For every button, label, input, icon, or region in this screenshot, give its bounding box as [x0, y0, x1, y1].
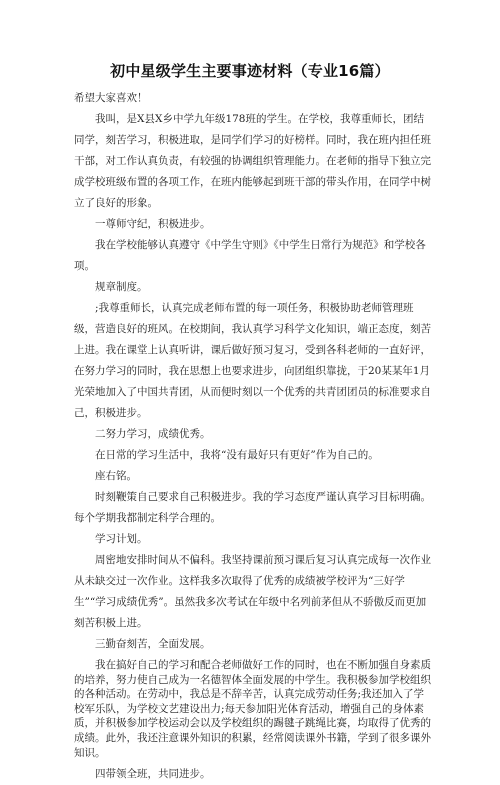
- section-heading-4: 四带领全班，共同进步。: [95, 768, 211, 781]
- paragraph: 时刻鞭策自己要求自己积极进步。我的学习态度严谨认真学习目标明确。每个学期我都制定科学合理的。: [74, 491, 431, 524]
- section-heading-2: 二努力学习，成绩优秀。: [95, 428, 211, 440]
- paragraph: 我在搞好自己的学习和配合老师做好工作的同时，也在不断加强自身素质的培养，努力使自己成为一名德智体全面发展的中学生。我积极参加学校组织的各种活动。在劳动中，我总是不辞辛苦，认真完成劳动任务;我还加入了学校军乐队，为学校文艺建设出力;每天参加阳光体育活动，增强自己的身体素质，并积极参加学校运动会以及学校组织的踢毽子跳绳比赛，均取得了优秀的成绩。此外，我还注意课外知识的积累，经常阅读课外书籍，学到了很多课外知识。: [74, 659, 431, 759]
- document-title: 初中星级学生主要事迹材料（专业16篇）: [110, 62, 390, 80]
- section-heading-3: 三勤奋刻苦，全面发展。: [95, 638, 211, 650]
- paragraph: 我在学校能够认真遵守《中学生守则》《中学生日常行为规范》和学校各项。: [74, 239, 426, 272]
- section-heading-1: 一尊师守纪，积极进步。: [95, 218, 211, 230]
- paragraph: 在日常的学习生活中，我将“没有最好只有更好”作为自己的。: [95, 449, 379, 461]
- paragraph: 学习计划。: [95, 533, 148, 545]
- greeting: 希望大家喜欢！: [74, 92, 148, 104]
- paragraph: ;我尊重师长，认真完成老师布置的每一项任务，积极协助老师管理班级，营造良好的班风。在校期间，我认真学习科学文化知识，端正态度，刻苦上进。我在课堂上认真听讲，课后做好预习复习，受到各科老师的一直好评，在努力学习的同时，我在思想上也要求进步，向团组织靠拢，于20某某年1月光荣地加入了中国共青团，从而便时刻以一个优秀的共青团团员的标准要求自己，积极进步。: [74, 302, 431, 419]
- document-body: [74, 88, 434, 785]
- paragraph: 规章制度。: [95, 281, 148, 293]
- paragraph: 周密地安排时间从不偏科。我坚持课前预习课后复习认真完成每一次作业从未缺交过一次作业。这样我多次取得了优秀的成绩被学校评为“三好学生”“学习成绩优秀”。虽然我多次考试在年级中名列前茅但从不骄傲反而更加刻苦积极上进。: [74, 554, 431, 629]
- paragraph: 座右铭。: [95, 470, 137, 482]
- intro-paragraph: 我叫，是X县X乡中学九年级178班的学生。在学校，我尊重师长，团结同学，刻苦学习，积极进取，是同学们学习的好榜样。同时，我在班内担任班干部，对工作认真负责，有较强的协调组织管理能力。在老师的指导下独立完成学校班级布置的各项工作，在班内能够起到班干部的带头作用，在同学中树立了良好的形象。: [74, 113, 431, 209]
